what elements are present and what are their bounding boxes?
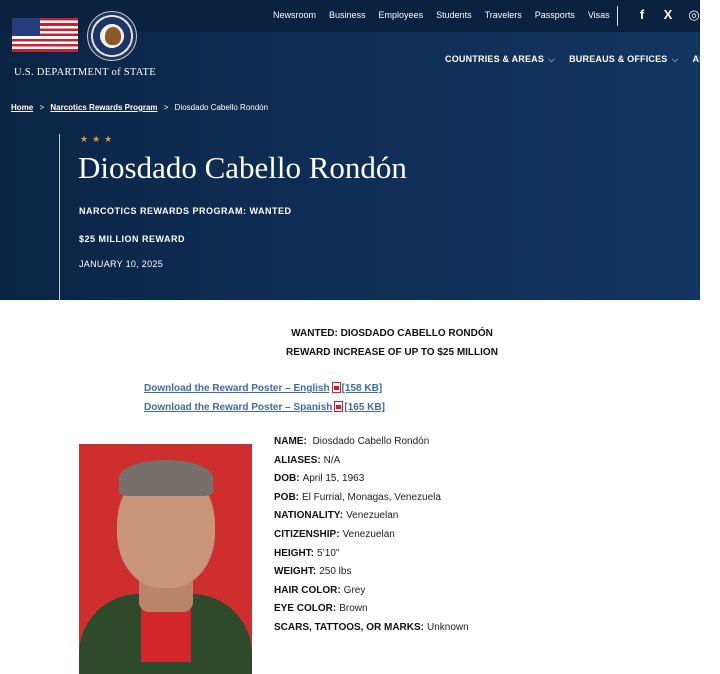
instagram-icon[interactable]: ◎ <box>688 7 700 22</box>
detail-label: POB: <box>274 491 299 503</box>
utility-link-employees[interactable]: Employees <box>378 10 424 20</box>
breadcrumb-program[interactable]: Narcotics Rewards Program <box>50 103 158 112</box>
detail-row-weight <box>274 563 469 582</box>
detail-label: DOB: <box>274 473 300 485</box>
nav-bureaus-offices[interactable] <box>569 54 678 65</box>
detail-row-aliases <box>274 452 469 471</box>
us-flag-logo[interactable] <box>12 18 78 52</box>
nav-label: COUNTRIES & AREAS <box>445 54 545 64</box>
breadcrumb-separator: > <box>163 103 169 112</box>
facebook-icon[interactable]: f <box>639 7 645 22</box>
pdf-icon <box>334 401 343 412</box>
page-title: Diosdado Cabello Rondón <box>78 150 407 185</box>
reward-amount: $25 MILLION REWARD <box>79 234 186 244</box>
breadcrumb-separator: > <box>39 103 45 112</box>
nav-countries-areas[interactable] <box>445 54 555 65</box>
utility-link-students[interactable]: Students <box>436 10 472 20</box>
wanted-headline: WANTED: DIOSDADO CABELLO RONDÓN <box>291 328 493 339</box>
eagle-icon <box>105 27 121 45</box>
detail-row-hair-color <box>274 582 469 601</box>
detail-row-name <box>274 433 469 452</box>
detail-value: 250 lbs <box>319 566 352 578</box>
detail-value: 5’10” <box>317 547 340 559</box>
download-spanish <box>144 399 385 413</box>
utility-link-travelers[interactable]: Travelers <box>484 10 522 20</box>
download-spanish-size[interactable]: [165 KB] <box>344 402 385 413</box>
download-english <box>144 380 382 394</box>
detail-value: Venezuelan <box>342 528 395 540</box>
nav-label: BUREAUS & OFFICES <box>569 54 668 64</box>
subject-details <box>274 433 469 638</box>
program-kicker: NARCOTICS REWARDS PROGRAM: WANTED <box>79 206 292 216</box>
detail-label: WEIGHT: <box>274 566 317 578</box>
detail-label: NATIONALITY: <box>274 510 344 522</box>
detail-label: HAIR COLOR: <box>274 584 341 596</box>
subject-photo <box>79 444 252 655</box>
stars-decoration: ★★★ <box>80 134 117 144</box>
pdf-icon <box>332 382 341 393</box>
detail-row-citizenship <box>274 526 469 545</box>
detail-value: Venezuelan <box>346 510 399 522</box>
main-nav <box>445 54 720 65</box>
detail-label: EYE COLOR: <box>274 603 337 615</box>
chevron-down-icon: ⌵ <box>671 54 679 64</box>
reward-headline: REWARD INCREASE OF UP TO $25 MILLION <box>286 347 498 358</box>
breadcrumb-current: Diosdado Cabello Rondón <box>174 103 269 112</box>
detail-label: ALIASES: <box>274 454 321 466</box>
nav-about[interactable] <box>693 54 706 65</box>
detail-row-nationality <box>274 507 469 526</box>
detail-row-dob <box>274 470 469 489</box>
detail-label: NAME: <box>274 436 307 447</box>
social-links <box>635 7 713 23</box>
detail-value: Grey <box>343 584 366 596</box>
breadcrumb-home[interactable]: Home <box>11 103 34 112</box>
breadcrumb <box>11 103 268 112</box>
detail-row-eye-color <box>274 600 469 619</box>
x-icon[interactable]: X <box>663 7 673 22</box>
hero-divider <box>59 134 60 300</box>
detail-label: SCARS, TATTOOS, OR MARKS: <box>274 621 424 633</box>
utility-link-business[interactable]: Business <box>329 10 366 20</box>
detail-label: CITIZENSHIP: <box>274 528 340 540</box>
detail-value: April 15, 1963 <box>302 473 365 485</box>
download-spanish-link[interactable]: Download the Reward Poster – Spanish <box>144 402 333 413</box>
detail-value: El Furrial, Monagas, Venezuela <box>302 491 441 503</box>
detail-value: Diosdado Cabello Rondón <box>309 436 430 447</box>
publish-date: JANUARY 10, 2025 <box>79 259 164 269</box>
detail-row-marks <box>274 619 469 638</box>
detail-value: Unknown <box>427 621 469 633</box>
utility-link-newsroom[interactable]: Newsroom <box>273 10 317 20</box>
detail-label: HEIGHT: <box>274 547 314 559</box>
download-english-link[interactable]: Download the Reward Poster – English <box>144 383 330 394</box>
detail-row-height <box>274 545 469 564</box>
flag-canton <box>12 18 40 36</box>
department-name[interactable]: U.S. DEPARTMENT of STATE <box>14 67 156 78</box>
detail-value: Brown <box>339 603 368 615</box>
detail-value: N/A <box>323 454 341 466</box>
chevron-down-icon: ⌵ <box>548 54 556 64</box>
utility-divider <box>617 6 618 26</box>
download-english-size[interactable]: [158 KB] <box>341 383 383 394</box>
nav-label: AB <box>692 54 706 64</box>
utility-links <box>273 10 623 20</box>
utility-link-passports[interactable]: Passports <box>534 10 575 20</box>
page-header <box>0 0 706 300</box>
department-seal-logo[interactable] <box>87 11 137 61</box>
photo-hair <box>119 460 213 496</box>
utility-link-visas[interactable]: Visas <box>587 10 610 20</box>
detail-row-pob <box>274 489 469 508</box>
